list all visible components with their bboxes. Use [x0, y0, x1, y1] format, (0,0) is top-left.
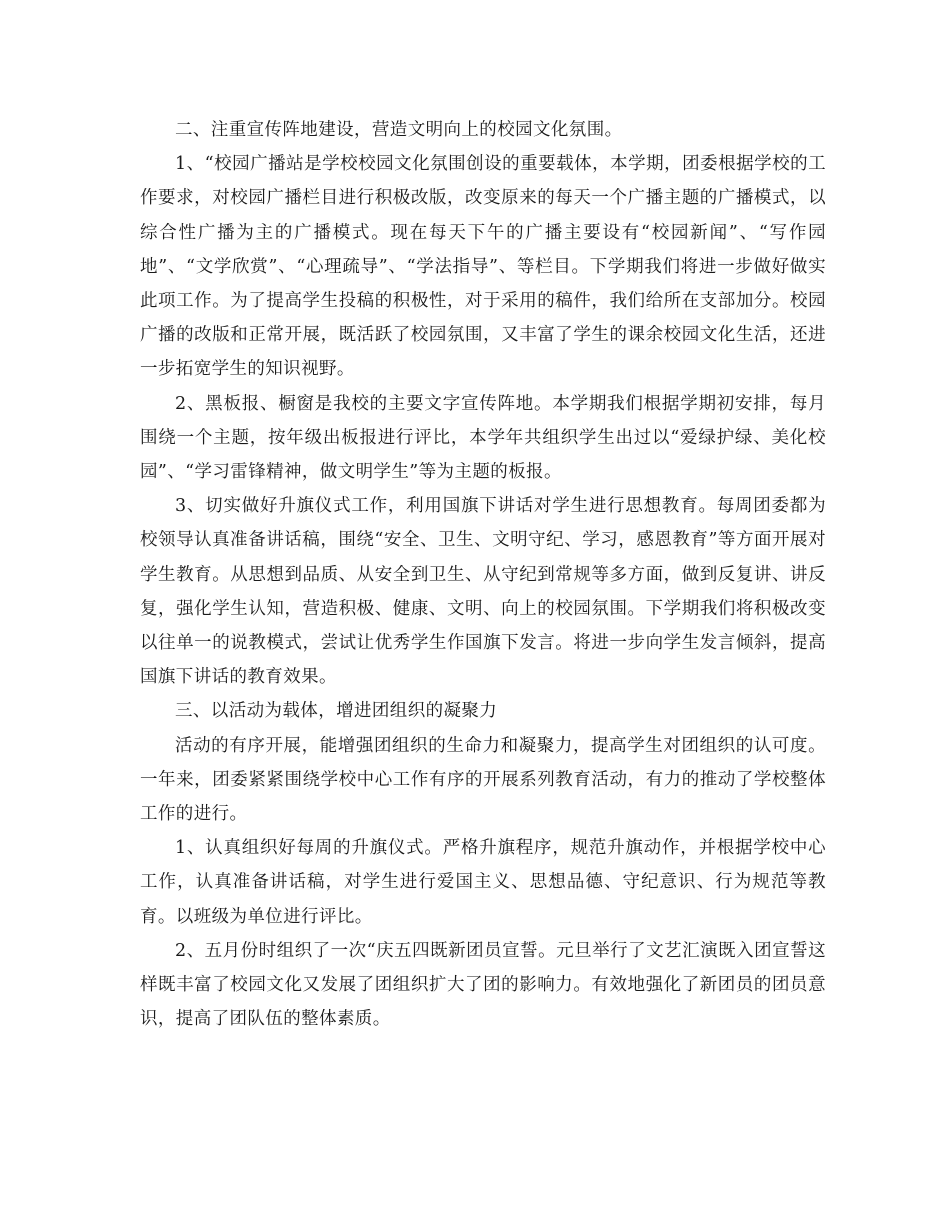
paragraph-activities: 活动的有序开展，能增强团组织的生命力和凝聚力，提高学生对团组织的认可度。一年来，团委紧紧围绕学校中心工作有序的开展系列教育活动，有力的推动了学校整体工作的进行。	[140, 735, 826, 825]
document-body	[140, 113, 826, 1036]
paragraph-weekly-flag: 1、认真组织好每周的升旗仪式。严格升旗程序，规范升旗动作，并根据学校中心工作，认真准备讲话稿，对学生进行爱国主义、思想品德、守纪意识、行为规范等教育。以班级为单位进行评比。	[140, 838, 826, 927]
section-heading-2: 二、注重宣传阵地建设，营造文明向上的校园文化氛围。	[175, 120, 623, 140]
paragraph-campus-radio: 1、“校园广播站是学校校园文化氛围创设的重要载体，本学期，团委根据学校的工作要求，对校园广播栏目进行积极改版，改变原来的每天一个广播主题的广播模式，以综合性广播为主的广播模式。现在每天下午的广播主要设有“校园新闻”、“写作园地”、“文学欣赏”、“心理疏导”、“学法指导”、等栏目。下学期我们将进一步做好做实此项工作。为了提高学生投稿的积极性，对于采用的稿件，我们给所在支部加分。校园广播的改版和正常开展，既活跃了校园氛围，又丰富了学生的课余校园文化生活，还进一步拓宽学生的知识视野。	[140, 154, 826, 380]
paragraph-flag-ceremony: 3、切实做好升旗仪式工作，利用国旗下讲话对学生进行思想教育。每周团委都为校领导认真准备讲话稿，围绕“安全、卫生、文明守纪、学习，感恩教育”等方面开展对学生教育。从思想到品质、从安全到卫生、从守纪到常规等多方面，做到反复讲、讲反复，强化学生认知，营造积极、健康、文明、向上的校园氛围。下学期我们将积极改变以往单一的说教模式，尝试让优秀学生作国旗下发言。将进一步向学生发言倾斜，提高国旗下讲话的教育效果。	[140, 496, 826, 688]
paragraph-blackboard: 2、黑板报、橱窗是我校的主要文字宣传阵地。本学期我们根据学期初安排，每月围绕一个主题，按年级出板报进行评比，本学年共组织学生出过以“爱绿护绿、美化校园”、“学习雷锋精神，做文明学生”等为主题的板报。	[140, 393, 826, 483]
paragraph-may-fourth: 2、五月份时组织了一次“庆五四既新团员宣誓。元旦举行了文艺汇演既入团宣誓这样既丰富了校园文化又发展了团组织扩大了团的影响力。有效地强化了新团员的团员意识，提高了团队伍的整体素质。	[140, 940, 826, 1030]
section-heading-3: 三、以活动为载体，增进团组织的凝聚力	[175, 701, 498, 722]
